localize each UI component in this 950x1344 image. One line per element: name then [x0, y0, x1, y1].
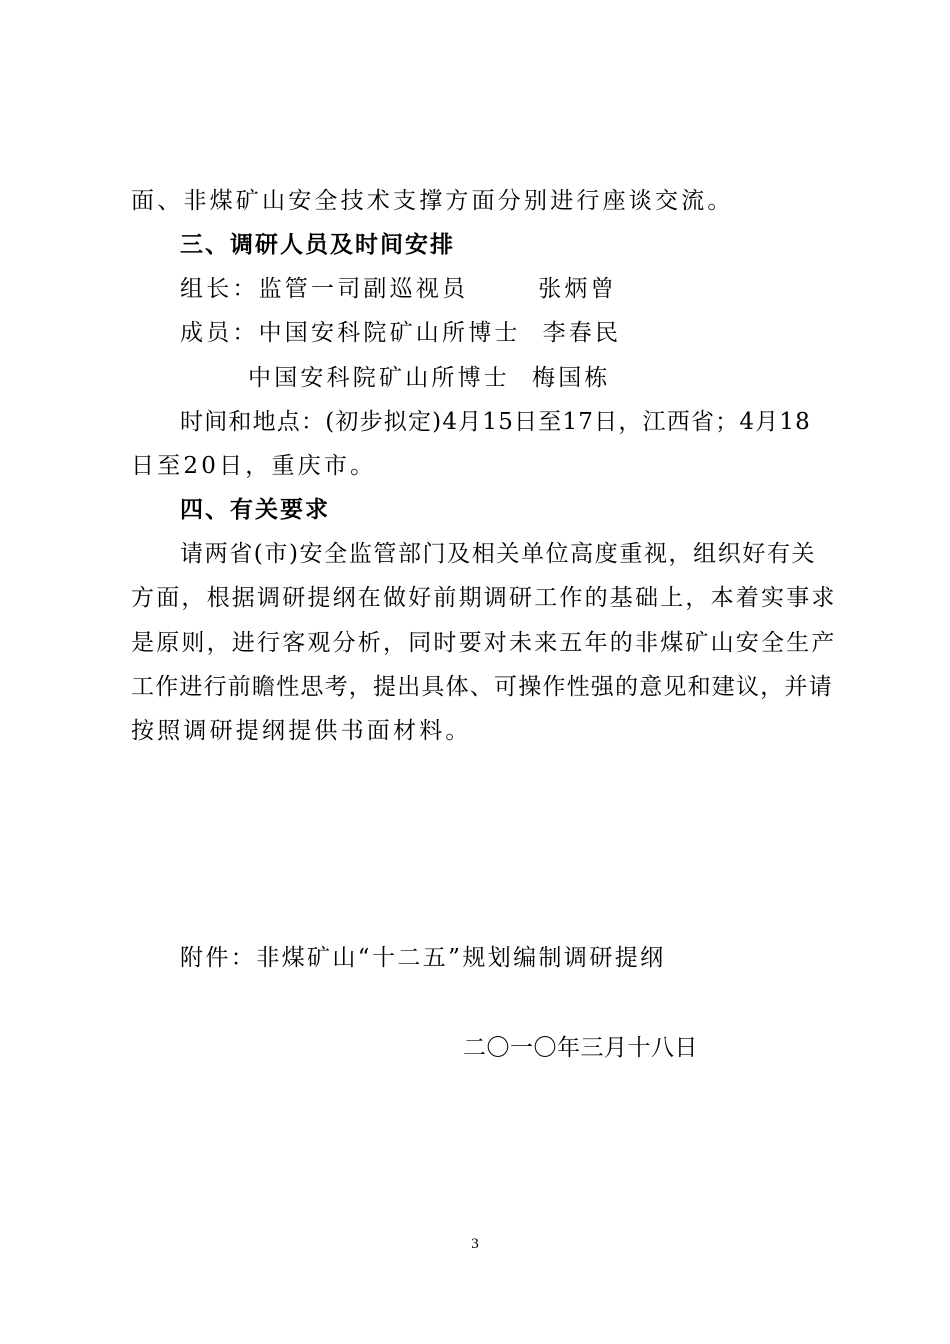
member-1-name: 李春民	[542, 320, 622, 346]
leader-title: 监管一司副巡视员	[258, 276, 469, 302]
attachment-note: 附件：非煤矿山“十二五”规划编制调研提纲	[180, 945, 666, 971]
requirement-line: 是原则，进行客观分析，同时要对未来五年的非煤矿山安全生产	[131, 630, 837, 656]
requirement-line: 方面，根据调研提纲在做好前期调研工作的基础上，本着实事求	[131, 585, 837, 611]
continued-paragraph: 面、非煤矿山安全技术支撑方面分别进行座谈交流。	[131, 188, 734, 214]
section-3-heading: 三、调研人员及时间安排	[180, 232, 455, 258]
member-row-2	[248, 363, 611, 393]
section-4-heading: 四、有关要求	[180, 497, 330, 523]
leader-name: 张炳曾	[538, 276, 617, 302]
schedule-line-1: 时间和地点：(初步拟定)4月15日至17日，江西省；4月18	[180, 409, 812, 435]
member-row-1	[180, 318, 621, 348]
leader-row	[180, 274, 617, 304]
schedule-line-2: 日至20日，重庆市。	[131, 453, 377, 479]
requirement-line: 请两省(市)安全监管部门及相关单位高度重视，组织好有关	[180, 541, 817, 567]
members-label: 成员：	[180, 320, 259, 346]
leader-label: 组长：	[180, 276, 259, 302]
document-date: 二〇一〇年三月十八日	[463, 1035, 698, 1061]
page-number: 3	[471, 1236, 479, 1252]
member-2-name: 梅国栋	[532, 365, 611, 391]
member-1-title: 中国安科院矿山所博士	[258, 320, 521, 346]
member-2-title: 中国安科院矿山所博士	[248, 365, 510, 391]
requirement-line: 工作进行前瞻性思考，提出具体、可操作性强的意见和建议，并请	[131, 674, 833, 700]
requirement-line: 按照调研提纲提供书面材料。	[131, 718, 472, 744]
